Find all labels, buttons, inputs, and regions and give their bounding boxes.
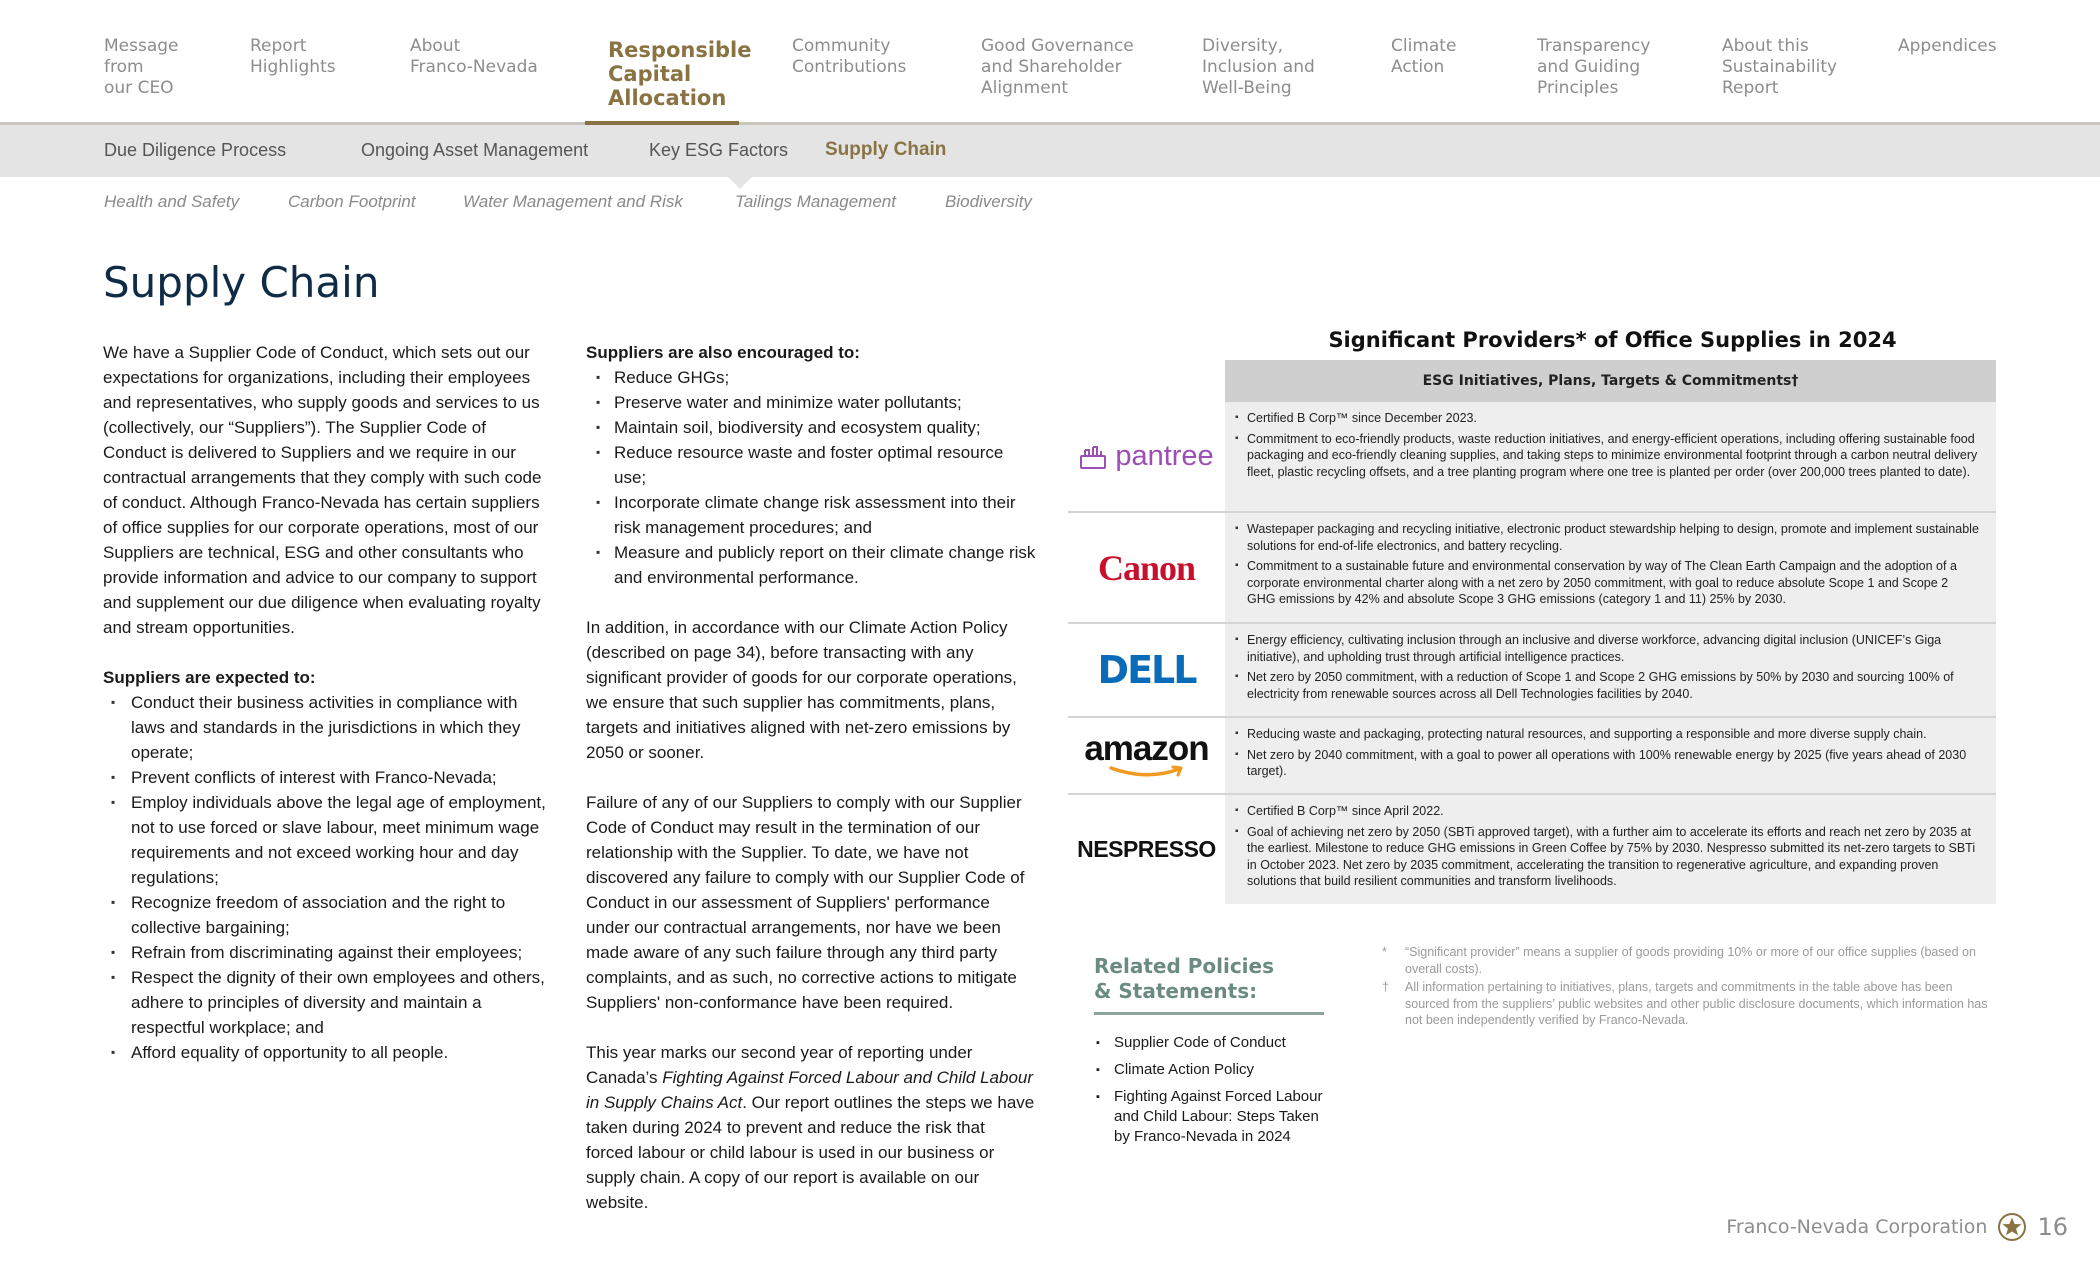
section-subnav: [0, 125, 2100, 177]
tert-biodiversity[interactable]: Biodiversity: [945, 192, 1032, 211]
list-item: ▪ Respect the dignity of their own employees and others, adhere to principles of diversity and maintain a respectful workplace; and: [103, 965, 553, 1040]
pantree-logo: [1068, 402, 1225, 511]
encouraged-heading: Suppliers are also encouraged to:: [586, 343, 860, 362]
noncompliance-paragraph: Failure of any of our Suppliers to comply with our Supplier Code of Conduct may result in the termination of our relationship with the Supplier. To date, we have not discovered any failure to comply with our Supplier Code of Conduct in our assessment of Suppliers' performance under our contractual arrangements, nor have we been made aware of any such failure through any third party complaints, and as such, no corrective actions to mitigate Suppliers' non-conformance have been required.: [586, 793, 1025, 1012]
table-title: Significant Providers* of Office Supplies in 2024: [1328, 328, 1897, 352]
page-title: Supply Chain: [103, 258, 380, 307]
list-item: ▪ Net zero by 2040 commitment, with a goal to power all operations with 100% renewable energy by 2025 (five years ahead of 2030 target).: [1235, 747, 1980, 780]
dell-initiatives: [1225, 624, 1996, 716]
tert-health-safety[interactable]: Health and Safety: [104, 192, 240, 211]
expected-heading: Suppliers are expected to:: [103, 668, 316, 687]
expected-list: [103, 690, 553, 1065]
nav-responsible-capital-allocation[interactable]: Responsible Capital Allocation: [608, 38, 752, 110]
list-item: ▪ Certified B Corp™ since April 2022.: [1235, 803, 1980, 820]
canon-initiatives: [1225, 513, 1996, 622]
encouraged-list: [586, 365, 1036, 590]
list-item: ▪ Commitment to eco-friendly products, waste reduction initiatives, and energy-efficient operations, including offering sustainable food packaging and eco-friendly cleaning supplies, and taking steps to minimize environmental footprint through a carbon neutral delivery fleet, plastic recycling offsets, and a tree planting program where one tree is planted per order (over 200,000 trees planted to date).: [1235, 431, 1980, 481]
main-navigation: [0, 0, 2100, 125]
list-item: ▪ Net zero by 2050 commitment, with a reduction of Scope 1 and Scope 2 GHG emissions by 50% by 2030 and sourcing 100% of electricity from renewable sources across all Dell Technologies facilities by 2040.: [1235, 669, 1980, 702]
body-column-1: [103, 340, 553, 1090]
list-item: ▪ Wastepaper packaging and recycling initiative, electronic product stewardship helping to design, promote and implement sustainable solutions for end-of-life electronics, and battery recycling.: [1235, 521, 1980, 554]
footnote-mark: *: [1382, 945, 1387, 959]
canon-wordmark: Canon: [1097, 547, 1196, 588]
subnav-key-esg-factors[interactable]: Key ESG Factors: [649, 140, 789, 160]
nav-appendices[interactable]: Appendices: [1898, 36, 1997, 56]
amazon-logo: [1068, 718, 1225, 793]
act-name: Fighting Against Forced Labour and Child Labour in Supply Chains Act: [586, 1068, 1034, 1112]
subnav-ongoing-asset-management[interactable]: Ongoing Asset Management: [361, 140, 589, 160]
intro-paragraph: We have a Supplier Code of Conduct, which sets out our expectations for organizations, including their employees and representatives, who supply goods and services to us (collectively, our “Suppliers”). The Supplier Code of Conduct is delivered to Suppliers and we require in our contractual arrangements that they comply with such code of conduct. Although Franco-Nevada has certain suppliers of office supplies for our corporate operations, most of our Suppliers are technical, ESG and other consultants who provide information and advice to our company to support and supplement our due diligence when evaluating royalty and stream opportunities.: [103, 343, 542, 637]
table-row-pantree: [1068, 402, 1996, 513]
list-item: ▪ Reducing waste and packaging, protecting natural resources, and supporting a responsible and more diverse supply chain.: [1235, 726, 1980, 743]
nespresso-initiatives: [1225, 795, 1996, 904]
list-item: ▪ Incorporate climate change risk assessment into their risk management procedures; and: [586, 490, 1036, 540]
amazon-initiatives: [1225, 718, 1996, 793]
nespresso-wordmark: NESPRESSO: [1077, 836, 1216, 862]
nav-about-franco-nevada[interactable]: About Franco-Nevada: [410, 36, 538, 77]
table-header: ESG Initiatives, Plans, Targets & Commitments†: [1225, 360, 1996, 402]
report-text-start: This year marks our second year of reporting under Canada’s: [586, 1043, 973, 1087]
related-policies-title: Related Policies & Statements:: [1094, 954, 1324, 1015]
company-name: Franco-Nevada Corporation: [1726, 1216, 1988, 1238]
pantree-initiatives: [1225, 402, 1996, 511]
nav-climate-action[interactable]: Climate Action: [1391, 36, 1457, 77]
nav-transparency[interactable]: Transparency and Guiding Principles: [1537, 36, 1651, 98]
nav-about-this-report[interactable]: About this Sustainability Report: [1722, 36, 1838, 98]
table-row-nespresso: [1068, 795, 1996, 904]
table-row-canon: [1068, 513, 1996, 624]
list-item: ▪ Commitment to a sustainable future and environmental conservation by way of The Clean Earth Campaign and the adoption of a corporate environmental charter along with a net zero by 2050 commitment, with goal to reduce absolute Scope 1 and Scope 2 GHG emissions by 42% and absolute Scope 3 GHG emissions (category 1 and 11) 25% by 2030.: [1235, 558, 1980, 608]
related-link-climate-action-policy[interactable]: ▪ Climate Action Policy: [1094, 1060, 1324, 1080]
nespresso-logo: [1068, 795, 1225, 904]
table-row-dell: [1068, 624, 1996, 718]
footnote-significant-provider: [1380, 944, 2000, 977]
canon-logo: [1068, 513, 1225, 622]
report-text-end: . Our report outlines the steps we have taken during 2024 to prevent and reduce the risk that forced labour or child labour is used in our business or supply chain. A copy of our report is available on our website.: [586, 1093, 1035, 1212]
footnote-source-disclaimer: [1380, 979, 2000, 1029]
tert-water-management[interactable]: Water Management and Risk: [463, 192, 683, 211]
table-row-amazon: [1068, 718, 1996, 795]
list-item: ▪ Energy efficiency, cultivating inclusion through an inclusive and diverse workforce, advancing digital inclusion (UNICEF’s Giga initiative), and upholding trust through artificial intelligence practices.: [1235, 632, 1980, 665]
list-item: ▪ Certified B Corp™ since December 2023.: [1235, 410, 1980, 427]
related-link-supplier-code[interactable]: ▪ Supplier Code of Conduct: [1094, 1033, 1324, 1053]
list-item: ▪ Maintain soil, biodiversity and ecosystem quality;: [586, 415, 1036, 440]
list-item: ▪ Reduce resource waste and foster optimal resource use;: [586, 440, 1036, 490]
pantree-mark-icon: [1079, 444, 1107, 470]
footnote-text: “Significant provider” means a supplier of goods providing 10% or more of our office supplies (based on overall costs).: [1405, 945, 1976, 976]
footnote-mark: †: [1382, 980, 1389, 994]
subnav-notch: [728, 177, 752, 189]
list-item: ▪ Conduct their business activities in compliance with laws and standards in the jurisdictions in which they operate;: [103, 690, 553, 765]
list-item: ▪ Afford equality of opportunity to all people.: [103, 1040, 553, 1065]
nav-report-highlights[interactable]: Report Highlights: [250, 36, 336, 77]
tertiary-subnav: [0, 190, 2100, 220]
nav-diversity-inclusion[interactable]: Diversity, Inclusion and Well-Being: [1202, 36, 1315, 98]
pantree-wordmark: pantree: [1115, 440, 1214, 472]
list-item: ▪ Preserve water and minimize water pollutants;: [586, 390, 1036, 415]
dell-logo: [1068, 624, 1225, 716]
nav-community-contributions[interactable]: Community Contributions: [792, 36, 907, 77]
list-item: ▪ Measure and publicly report on their climate change risk and environmental performance.: [586, 540, 1036, 590]
amazon-smile-icon: [1107, 765, 1187, 779]
list-item: ▪ Reduce GHGs;: [586, 365, 1036, 390]
tert-tailings-management[interactable]: Tailings Management: [735, 192, 896, 211]
related-policies-list: [1094, 1033, 1324, 1147]
list-item: ▪ Prevent conflicts of interest with Franco-Nevada;: [103, 765, 553, 790]
forced-labour-report-paragraph: [586, 1040, 1036, 1215]
list-item: ▪ Goal of achieving net zero by 2050 (SBTi approved target), with a further aim to accelerate its efforts and reach net zero by 2035 at the earliest. Milestone to reduce GHG emissions in Green Coffee by 75% by 2030. Nespresso submitted its net-zero targets to SBTi in October 2023. Net zero by 2035 commitment, accelerating the transition to regenerative agriculture, and expanding proven solutions that build resilient communities and transform livelihoods.: [1235, 824, 1980, 890]
franco-nevada-star-icon: [1997, 1212, 2027, 1242]
page-number: 16: [2037, 1213, 2068, 1241]
table-footnotes: [1380, 944, 2000, 1031]
amazon-wordmark: amazon: [1084, 728, 1209, 768]
nav-message-from-ceo[interactable]: Message from our CEO: [104, 36, 179, 98]
tert-carbon-footprint[interactable]: Carbon Footprint: [288, 192, 416, 211]
dell-wordmark: DELL: [1097, 648, 1196, 692]
subnav-supply-chain[interactable]: Supply Chain: [825, 139, 947, 160]
body-column-2: [586, 340, 1036, 1240]
related-policies: [1094, 954, 1324, 1154]
list-item: ▪ Employ individuals above the legal age of employment, not to use forced or slave labour, meet minimum wage requirements and not exceed working hour and day regulations;: [103, 790, 553, 890]
climate-policy-paragraph: In addition, in accordance with our Climate Action Policy (described on page 34), before transacting with any significant provider of goods for our corporate operations, we ensure that such supplier has commitments, plans, targets and initiatives aligned with net-zero emissions by 2050 or sooner.: [586, 618, 1017, 762]
related-link-forced-labour-report[interactable]: ▪ Fighting Against Forced Labour and Child Labour: Steps Taken by Franco-Nevada in 2024: [1094, 1087, 1324, 1147]
footnote-text: All information pertaining to initiatives, plans, targets and commitments in the table above has been sourced from the suppliers’ public websites and other public disclosure documents, which information has not been independently verified by Franco-Nevada.: [1405, 980, 1988, 1027]
page-footer: [1726, 1212, 2068, 1242]
subnav-due-diligence[interactable]: Due Diligence Process: [104, 140, 287, 160]
list-item: ▪ Refrain from discriminating against their employees;: [103, 940, 553, 965]
nav-good-governance[interactable]: Good Governance and Shareholder Alignment: [981, 36, 1134, 98]
list-item: ▪ Recognize freedom of association and the right to collective bargaining;: [103, 890, 553, 940]
